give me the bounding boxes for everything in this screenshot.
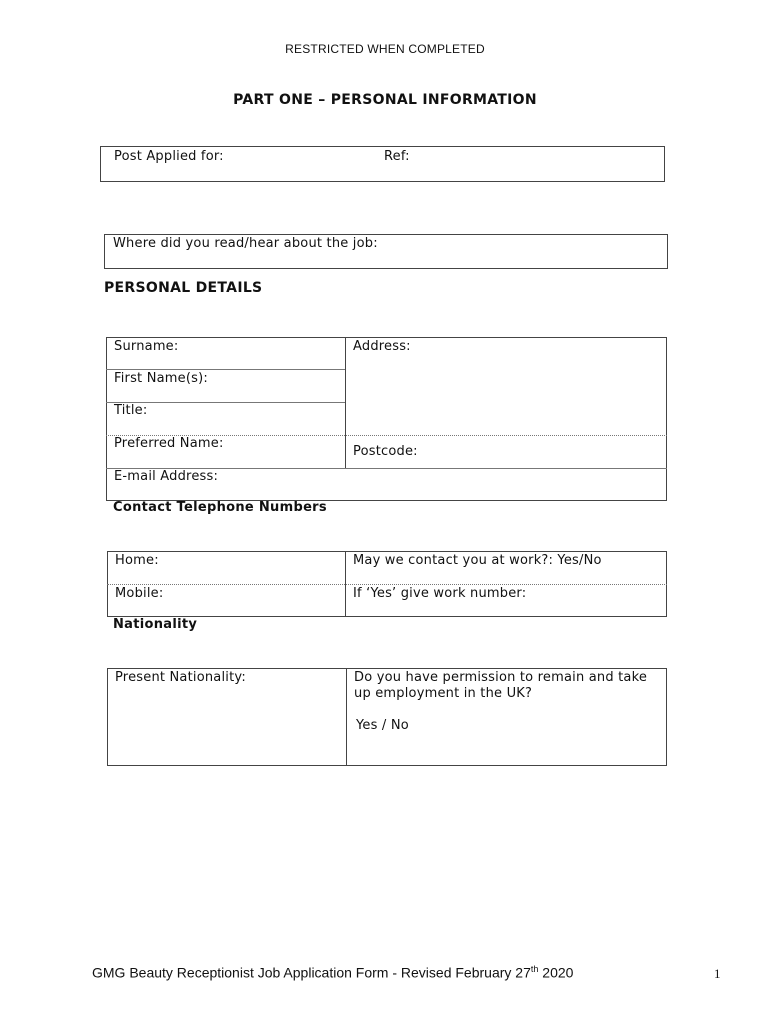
row-divider bbox=[107, 584, 667, 585]
page-title: PART ONE – PERSONAL INFORMATION bbox=[233, 92, 537, 108]
present-nationality-label: Present Nationality: bbox=[115, 670, 246, 685]
post-applied-label: Post Applied for: bbox=[114, 149, 224, 164]
home-phone-label: Home: bbox=[115, 553, 159, 568]
footer-year: 2020 bbox=[538, 964, 574, 981]
nationality-heading: Nationality bbox=[113, 617, 198, 632]
mobile-phone-label: Mobile: bbox=[115, 586, 164, 601]
job-source-label: Where did you read/hear about the job: bbox=[113, 236, 378, 251]
page-number: 1 bbox=[714, 966, 721, 981]
footer-form-title bbox=[92, 964, 573, 981]
email-label: E-mail Address: bbox=[114, 469, 219, 484]
yes-no-option: Yes / No bbox=[356, 718, 409, 733]
ref-label: Ref: bbox=[384, 149, 410, 164]
work-contact-label: May we contact you at work?: Yes/No bbox=[353, 553, 602, 568]
column-divider bbox=[346, 668, 347, 766]
title-label: Title: bbox=[114, 403, 148, 418]
personal-details-heading: PERSONAL DETAILS bbox=[104, 280, 263, 296]
uk-permission-question: Do you have permission to remain and take up employment in the UK? bbox=[354, 670, 648, 701]
restricted-notice: RESTRICTED WHEN COMPLETED bbox=[285, 42, 485, 56]
column-divider bbox=[345, 337, 346, 468]
preferred-name-label: Preferred Name: bbox=[114, 436, 224, 451]
contact-heading: Contact Telephone Numbers bbox=[113, 500, 327, 515]
postcode-label: Postcode: bbox=[353, 444, 418, 459]
row-divider bbox=[106, 369, 345, 370]
footer-superscript: th bbox=[530, 964, 539, 974]
first-names-label: First Name(s): bbox=[114, 371, 208, 386]
surname-label: Surname: bbox=[114, 339, 179, 354]
work-number-label: If ‘Yes’ give work number: bbox=[353, 586, 527, 601]
address-label: Address: bbox=[353, 339, 411, 354]
footer-text: GMG Beauty Receptionist Job Application Form - Revised February 27 bbox=[92, 964, 531, 981]
